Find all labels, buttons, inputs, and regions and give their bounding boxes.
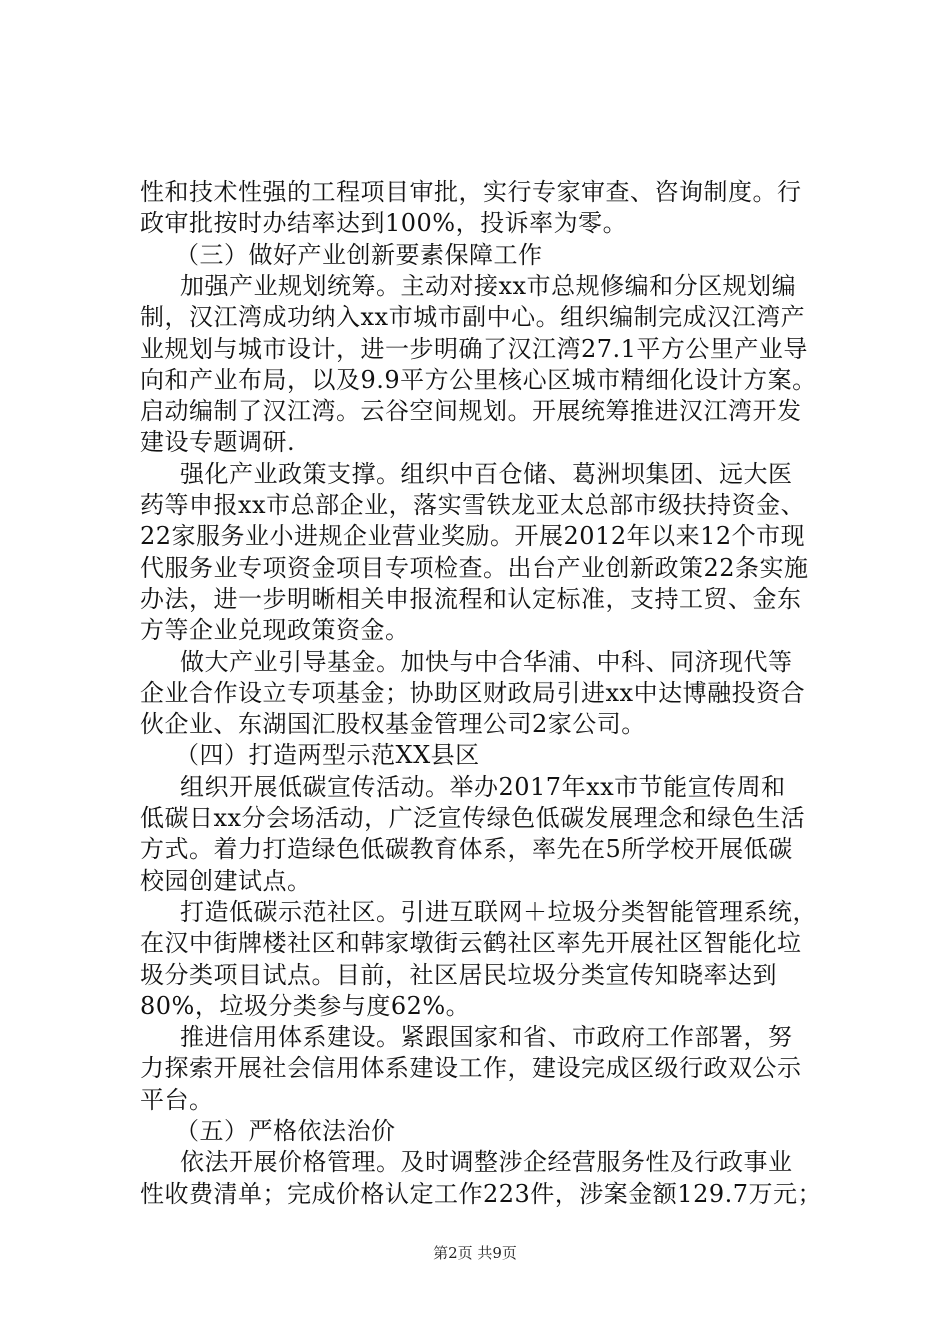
paragraph-first-line: 做大产业引导基金。加快与中合华浦、中科、同济现代等 <box>180 648 793 676</box>
text-line: 代服务业专项资金项目专项检查。出台产业创新政策22条实施 <box>140 554 809 582</box>
paragraph-first-line: 加强产业规划统筹。主动对接xx市总规修编和分区规划编 <box>180 272 797 300</box>
text-line: 低碳日xx分会场活动，广泛宣传绿色低碳发展理念和绿色生活 <box>140 804 806 832</box>
text-line: 启动编制了汉江湾。云谷空间规划。开展统筹推进汉江湾开发 <box>140 397 802 425</box>
text-line: 22家服务业小进规企业营业奖励。开展2012年以来12个市现 <box>140 522 806 550</box>
text-line: 性和技术性强的工程项目审批，实行专家审查、咨询制度。行 <box>140 178 802 206</box>
page-number-footer: 第2页 共9页 <box>433 1244 517 1262</box>
text-line: 80%，垃圾分类参与度62%。 <box>140 992 471 1020</box>
text-line: 企业合作设立专项基金；协助区财政局引进xx中达博融投资合 <box>140 679 806 707</box>
section-heading: （五）严格依法治价 <box>175 1117 396 1145</box>
text-line: 力探索开展社会信用体系建设工作，建设完成区级行政双公示 <box>140 1054 802 1082</box>
text-line: 方等企业兑现政策资金。 <box>140 616 410 644</box>
text-line: 圾分类项目试点。目前，社区居民垃圾分类宣传知晓率达到 <box>140 961 777 989</box>
paragraph-first-line: 组织开展低碳宣传活动。举办2017年xx市节能宣传周和 <box>180 773 786 801</box>
text-line: 业规划与城市设计，进一步明确了汉江湾27.1平方公里产业导 <box>140 335 808 363</box>
text-line: 药等申报xx市总部企业，落实雪铁龙亚太总部市级扶持资金、 <box>140 491 806 519</box>
text-line: 方式。着力打造绿色低碳教育体系，率先在5所学校开展低碳 <box>140 835 793 863</box>
text-line: 政审批按时办结率达到100%，投诉率为零。 <box>140 209 628 237</box>
text-line: 平台。 <box>140 1086 214 1114</box>
paragraph-first-line: 推进信用体系建设。紧跟国家和省、市政府工作部署，努 <box>180 1023 793 1051</box>
text-line: 办法，进一步明晰相关申报流程和认定标准，支持工贸、金东 <box>140 585 802 613</box>
text-line: 在汉中街牌楼社区和韩家墩街云鹤社区率先开展社区智能化垃 <box>140 929 802 957</box>
text-line: 伙企业、东湖国汇股权基金管理公司2家公司。 <box>140 710 646 738</box>
text-line: 制，汉江湾成功纳入xx市城市副中心。组织编制完成汉江湾产 <box>140 303 806 331</box>
text-line: 性收费清单；完成价格认定工作223件，涉案金额129.7万元； <box>140 1180 823 1208</box>
paragraph-first-line: 强化产业政策支撑。组织中百仓储、葛洲坝集团、远大医 <box>180 460 793 488</box>
section-heading: （三）做好产业创新要素保障工作 <box>175 241 543 269</box>
paragraph-first-line: 打造低碳示范社区。引进互联网＋垃圾分类智能管理系统， <box>180 898 817 926</box>
text-line: 向和产业布局，以及9.9平方公里核心区城市精细化设计方案。 <box>140 366 817 394</box>
paragraph-first-line: 依法开展价格管理。及时调整涉企经营服务性及行政事业 <box>180 1148 793 1176</box>
section-heading: （四）打造两型示范XX县区 <box>175 741 480 769</box>
text-line: 校园创建试点。 <box>140 867 312 895</box>
text-line: 建设专题调研. <box>140 428 296 456</box>
